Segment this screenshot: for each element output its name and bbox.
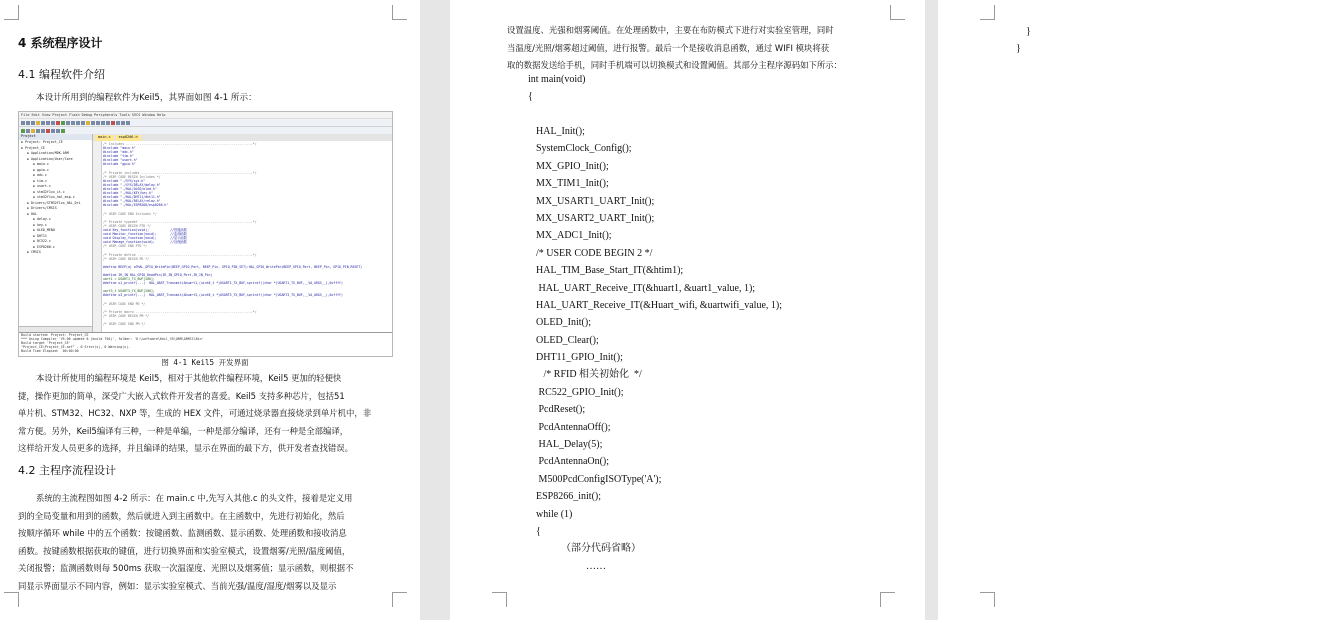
ide-code-line: #include "./HAL/DHT11/dht11.h": [103, 195, 161, 200]
code-line: DHT11_GPIO_Init();: [536, 352, 623, 364]
ide-menu-item[interactable]: Help: [157, 113, 166, 117]
document-page-1: [0, 0, 420, 620]
ide-code-line: void Monitor_function(void); //监测函数: [103, 232, 187, 237]
paragraph-line: 同显示界面显示不同内容，例如：显示实验室模式、当前光强/温度/湿度/烟雾以及显示: [18, 580, 337, 591]
paragraph-line: 单片机、STM32、HC32、NXP 等，生成的 HEX 文件，可通过烧录器直接烧录到单片机中，非: [18, 408, 372, 419]
document-page-3: [938, 0, 1339, 620]
ide-menu-item[interactable]: Tools: [119, 113, 130, 117]
ide-tree-item[interactable]: ▪ key.c: [33, 222, 47, 227]
code-line: PcdAntennaOff();: [536, 421, 611, 433]
ide-code-line: void Display_function(void); //显示函数: [103, 236, 187, 241]
code-line: PcdReset();: [536, 404, 586, 416]
ide-code-line: /* Includes ------------------------------------------------------------------*/: [103, 142, 257, 146]
ide-code-line: #define BEEP(a) a?HAL_GPIO_WritePin(BEEP_GPIO_Port, BEEP_Pin, GPIO_PIN_SET):HAL_GPIO_WritePin(BEEP_GPIO_Port, BEEP_Pin, GPIO_PIN_RESET): [103, 264, 363, 269]
subsection-heading: 4.2 主程序流程设计: [18, 464, 116, 477]
ide-tree-item[interactable]: ▪ tim.c: [33, 178, 47, 183]
paragraph-2: [18, 490, 393, 596]
ide-code-line: #include "main.h": [103, 146, 136, 151]
ide-code-line: #include "gpio.h": [103, 162, 136, 167]
paragraph-line: 到的全局变量和用到的函数，然后就进入到主函数中。在主函数中，先进行初始化，然后: [18, 510, 345, 521]
ide-code-line: /* USER CODE BEGIN PD */: [103, 256, 150, 261]
ide-code-line: #include "./HAL/ESP8266/esp8266.h": [103, 203, 169, 208]
ide-editor-tab[interactable]: esp8266.h: [116, 135, 141, 141]
code-line: HAL_Delay(5);: [536, 439, 603, 451]
ide-menu-item[interactable]: Debug: [81, 113, 93, 117]
ide-project-panel: [19, 134, 93, 332]
section-heading: 4 系统程序设计: [18, 36, 103, 50]
code-line: HAL_TIM_Base_Start_IT(&htim1);: [536, 265, 684, 277]
code-line: /* RFID 相关初始化 */: [536, 369, 642, 381]
intro-text: 本设计所用到的编程软件为Keil5，其界面如图 4-1 所示：: [36, 93, 257, 103]
paragraph-line: 本设计所使用的编程环境是 Keil5，相对于其他软件编程环境，Keil5 更加的轻便快: [36, 373, 342, 383]
crop-mark: [492, 592, 507, 607]
ide-build-output: [19, 332, 392, 356]
crop-mark: [980, 592, 995, 607]
ide-code-line: #define IR_IN HAL_GPIO_ReadPin(IR_IN_GPIO_Port,IR_IN_Pin): [103, 273, 213, 277]
ide-tree-item[interactable]: ▪ ESP8266.c: [33, 244, 55, 249]
ide-tree-item[interactable]: ▪ Drivers/STM32F1xx_HAL_Dri: [27, 200, 81, 205]
ide-source-code: [103, 142, 390, 326]
ide-project-title: Project: [19, 134, 92, 140]
ide-code-line: /* USER CODE END PM */: [103, 322, 146, 327]
ide-editor-tab[interactable]: main.c: [95, 135, 114, 141]
ide-code-line: void Manage_function(void); //处理函数: [103, 240, 187, 245]
crop-mark: [392, 5, 407, 20]
ide-tree-item[interactable]: ▪ Project: Project_CE: [21, 140, 63, 144]
ide-code-line: /* Private includes ----------------------------------------------------------*/: [103, 170, 257, 175]
code-main-header: [528, 71, 586, 123]
code-line: HAL_Init();: [536, 126, 585, 137]
ide-code-line: /* USER CODE BEGIN PM */: [103, 313, 150, 318]
code-line: RC522_GPIO_Init();: [536, 386, 624, 398]
ide-build-line: *** Using Compiler 'V5.06 update 6 (build 750)', folder: 'D:\software\Keil_V5\ARM\ARMCC\Bin': [21, 337, 204, 341]
ide-code-line: /* Private macro -------------------------------------------------------------*/: [103, 309, 257, 314]
code-line: }: [1016, 43, 1021, 55]
subsection-heading: 4.1 编程软件介绍: [18, 68, 105, 81]
ide-tree-item[interactable]: ▪ DHT11: [33, 233, 47, 238]
ide-tree-item[interactable]: ▪ adc.c: [33, 173, 47, 177]
code-line: MX_GPIO_Init();: [536, 160, 609, 172]
ide-tree-item[interactable]: ▪ CMSIS: [27, 250, 41, 254]
paragraph-line: 常方便。另外，Keil5编译有三种，一种是单编，一种是部分编译，还有一种是全部编译，: [18, 425, 349, 436]
crop-mark: [4, 5, 19, 20]
crop-mark: [392, 592, 407, 607]
code-line: OLED_Init();: [536, 317, 591, 329]
ide-editor-tabs: [93, 134, 392, 141]
paragraph-line: 捷，操作更加的简单，深受广大嵌入式软件开发者的喜爱。Keil5 支持多种芯片，包括51: [18, 390, 345, 401]
code-line: （部分代码省略）: [536, 543, 641, 555]
crop-mark: [980, 5, 995, 20]
code-line: /* USER CODE BEGIN 2 */: [536, 247, 653, 259]
ide-tree-item[interactable]: ▪ gpio.c: [33, 167, 49, 172]
code-line: while (1): [536, 508, 573, 520]
ide-tree-item[interactable]: ▪ delay.c: [33, 217, 51, 221]
ide-gutter: [93, 141, 102, 332]
ide-tree-item[interactable]: ▪ usart.c: [33, 184, 51, 188]
ide-code-line: uart3_t USART3_TX_BUF[200];: [103, 289, 155, 294]
ide-tree-item[interactable]: ▪ Project_CE: [21, 145, 45, 150]
paragraph-line: 关闭报警；监测函数则每 500ms 获取一次温湿度、光照以及烟雾值；显示函数，则根据不: [18, 563, 354, 574]
ide-build-line: "Project_CE\Project_CE.axf" - 0 Error(s), 0 Warning(s).: [21, 345, 131, 349]
ide-tree-item[interactable]: ▪ stm32f1xx_it.c: [33, 189, 65, 194]
ide-tree-item[interactable]: ▪ Drivers/CMSIS: [27, 206, 57, 210]
code-line: M500PcdConfigISOType('A');: [536, 473, 662, 485]
ide-build-line: Build target 'Project_CE': [21, 341, 71, 345]
code-line: int main(void): [528, 74, 586, 85]
paragraph-line: 这样给开发人员更多的选择，并且编译的结果，显示在界面的最下方，供开发者查找错误。: [18, 443, 353, 454]
ide-code-line: uart1 = USART1_TX_BUF[200];: [103, 277, 155, 282]
ide-code-line: #define u1_printf(...) HAL_UART_Transmit(&huart1,(uint8_t *)USART1_TX_BUF,sprintf((char *)USART1_TX_BUF,__VA_ARGS__),0xffff): [103, 281, 343, 286]
crop-mark: [4, 592, 19, 607]
ide-toolbar-1: [19, 119, 392, 127]
ide-menu-item[interactable]: SVCS: [131, 113, 141, 117]
ide-code-line: #include "usart.h": [103, 158, 138, 163]
ide-code-line: /* USER CODE BEGIN Includes */: [103, 174, 161, 179]
code-closing-braces: [1016, 23, 1031, 58]
paragraph-continued: [507, 22, 879, 75]
paragraph-1: [18, 370, 393, 458]
ide-menu-item[interactable]: Window: [142, 113, 155, 117]
ide-code-line: /* USER CODE END Includes */: [103, 211, 157, 216]
ide-menu-item[interactable]: Project: [52, 113, 68, 117]
ide-tree-item[interactable]: ▪ stm32f1xx_hal_msp.c: [33, 195, 75, 199]
ide-menu-item[interactable]: File: [21, 113, 30, 117]
code-main-body: [536, 123, 782, 575]
code-line: PcdAntennaOn();: [536, 456, 610, 468]
ide-build-line: Build started: Project: Project_CE: [21, 333, 89, 337]
ide-tree-item[interactable]: ▪ OLED_MENU: [33, 228, 55, 232]
paragraph-line: 当温度/光照/烟雾超过阈值，进行报警。最后一个是接收消息函数，通过 WIFI 模块将获: [507, 42, 830, 53]
code-line: ……: [536, 560, 606, 572]
ide-code-line: /* USER CODE BEGIN PTD */: [103, 223, 151, 228]
code-line: [528, 106, 586, 123]
paragraph-line: 函数。按键函数根据获取的键值，进行切换界面和实验室模式，设置烟雾/光照/温度阈值，: [18, 545, 351, 556]
ide-tree-item[interactable]: ▪ HAL: [27, 211, 37, 216]
ide-code-line: #include "./SYS/sys.h": [103, 178, 146, 183]
ide-code-line: #include "./SYS/DELAY/delay.h": [103, 182, 161, 187]
code-line: {: [528, 91, 533, 103]
document-page-2: [450, 0, 925, 620]
ide-code-line: #include "./HAL/KEY/key.h": [103, 191, 153, 196]
code-line: MX_ADC1_Init();: [536, 230, 612, 242]
code-line: SystemClock_Config();: [536, 143, 632, 155]
ide-menu-item[interactable]: Flash: [69, 113, 80, 117]
code-line: HAL_UART_Receive_IT(&huart1, &uart1_value, 1);: [536, 282, 756, 294]
ide-menubar: [19, 112, 392, 119]
paragraph-line: 设置温度、光强和烟雾阈值。在处理函数中，主要在布防模式下进行对实验室管理，同时: [507, 25, 834, 35]
ide-code-line: #include "./HAL/OLED/oled.h": [103, 187, 157, 192]
ide-code-line: /* Private define ------------------------------------------------------------*/: [103, 252, 257, 257]
ide-menu-item[interactable]: Edit: [31, 113, 40, 117]
ide-code-line: #include "adc.h": [103, 150, 134, 155]
keil5-ide-screenshot: [18, 111, 393, 357]
ide-code-line: #include "tim.h": [103, 154, 134, 159]
code-line: }: [1026, 26, 1031, 37]
code-line: OLED_Clear();: [536, 334, 599, 346]
ide-tree-item[interactable]: ▪ Application/MDK-ARM: [27, 151, 69, 155]
ide-code-line: #include "./HAL/RELAY/relay.h": [103, 199, 161, 204]
ide-menu-item[interactable]: View: [41, 113, 51, 117]
paragraph-line: 取的数据发送给手机，同时手机端可以切换模式和设置阈值。其部分主程序源码如下所示：: [507, 60, 842, 71]
ide-build-line: Build Time Elapsed: 00:00:00: [21, 349, 79, 353]
code-line: ESP8266_init();: [536, 491, 602, 503]
ide-menu-item[interactable]: Peripherals: [94, 113, 118, 117]
ide-code-line: /* USER CODE END PTD */: [103, 244, 148, 249]
ide-code-line: void Key_function(void); //按键函数: [103, 227, 187, 232]
ide-code-line: /* USER CODE END PD */: [103, 301, 146, 306]
ide-code-line: #define u3_printf(...) HAL_UART_Transmit(&huart3,(uint8_t *)USART3_TX_BUF,sprintf((char *)USART3_TX_BUF,__VA_ARGS__),0xffff): [103, 293, 343, 298]
ide-tree-item[interactable]: ▪ Application/User/Core: [27, 156, 73, 161]
code-line: HAL_UART_Receive_IT(&Huart_wifi, &uartwifi_value, 1);: [536, 299, 782, 311]
ide-code-line: /* Private typedef -----------------------------------------------------------*/: [103, 219, 257, 224]
code-line: {: [536, 525, 541, 537]
figure-caption: 图 4-1 Keil5 开发界面: [161, 358, 249, 367]
code-line: MX_USART1_UART_Init();: [536, 195, 655, 207]
ide-tree-item[interactable]: ▪ RC522.c: [33, 239, 51, 243]
code-line: MX_USART2_UART_Init();: [536, 212, 655, 224]
ide-editor: [93, 134, 392, 332]
crop-mark: [890, 5, 905, 20]
code-line: MX_TIM1_Init();: [536, 178, 609, 190]
paragraph-line: 按顺序循环 while 中的五个函数：按键函数、监测函数、显示函数、处理函数和接收消息: [18, 528, 347, 539]
crop-mark: [880, 592, 895, 607]
paragraph-line: 系统的主流程图如图 4-2 所示：在 main.c 中,先写入其他.c 的头文件，接着是定义用: [36, 493, 353, 503]
ide-tree-item[interactable]: ▪ main.c: [33, 162, 49, 166]
